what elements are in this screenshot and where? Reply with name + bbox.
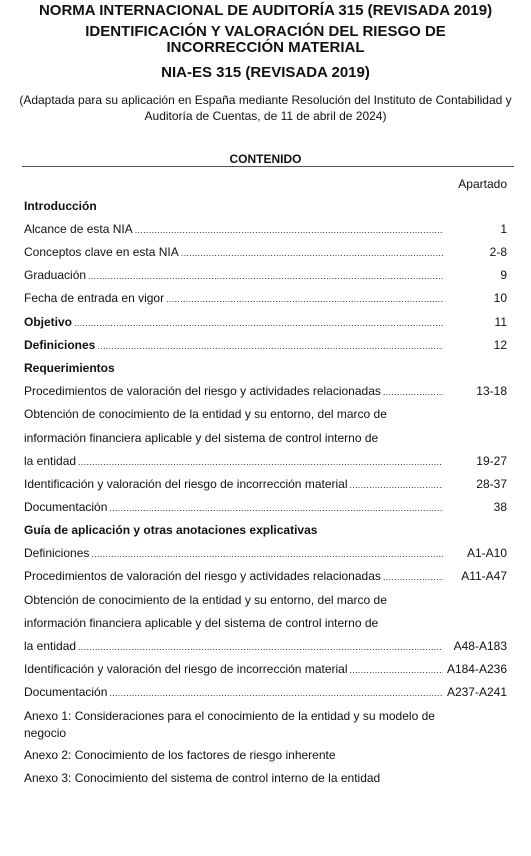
dot-leader — [91, 546, 443, 560]
toc-entry-ref: 2-8 — [489, 245, 507, 259]
adaptation-note: (Adaptada para su aplicación en España mediante Resolución del Instituto de Contabilidad y Auditoría de Cuentas, de 11 de abril de 2024) — [19, 93, 512, 123]
toc-entry-label: Documentación — [24, 685, 108, 699]
document-subtitle: IDENTIFICACIÓN Y VALORACIÓN DEL RIESGO DE INCORRECCIÓN MATERIAL — [85, 23, 446, 56]
toc-entry[interactable] — [24, 639, 443, 655]
dot-leader — [383, 569, 443, 583]
toc-entry[interactable] — [24, 245, 443, 261]
toc-entry-label: Definiciones — [24, 546, 90, 560]
section-heading-requerimientos: Requerimientos — [24, 361, 115, 375]
toc-entry[interactable] — [24, 546, 443, 562]
dot-leader — [383, 384, 443, 398]
toc-entry-label: Documentación — [24, 500, 108, 514]
toc-entry-label: Identificación y valoración del riesgo de incorrección material — [24, 662, 348, 676]
toc-entry[interactable] — [24, 454, 443, 470]
toc-entry-ref: 19-27 — [476, 454, 507, 468]
section-heading-introduccion: Introducción — [24, 199, 97, 213]
toc-entry[interactable] — [24, 662, 443, 678]
dot-leader — [166, 291, 443, 305]
dot-leader — [135, 222, 443, 236]
dot-leader — [78, 639, 443, 653]
toc-entry-ref: 11 — [494, 315, 507, 329]
toc-entry[interactable] — [24, 338, 443, 354]
toc-entry-ref: 38 — [493, 500, 507, 514]
toc-entry[interactable] — [24, 315, 443, 331]
dot-leader — [88, 268, 443, 282]
toc-entry-ref: A48-A183 — [453, 639, 507, 653]
toc-entry-line: información financiera aplicable y del sistema de control interno de — [24, 431, 379, 445]
dot-leader — [97, 338, 443, 352]
toc-entry-ref: A184-A236 — [446, 662, 507, 676]
document-title: NORMA INTERNACIONAL DE AUDITORÍA 315 (REVISADA 2019) — [38, 2, 493, 19]
toc-entry-line: Obtención de conocimiento de la entidad y su entorno, del marco de — [24, 593, 387, 607]
toc-entry[interactable] — [24, 569, 443, 585]
dot-leader — [181, 245, 443, 259]
dot-leader — [78, 454, 443, 468]
toc-entry-label: Objetivo — [24, 315, 73, 329]
dot-leader — [109, 500, 443, 514]
toc-entry-label: Graduación — [24, 268, 87, 282]
toc-entry-ref: A1-A10 — [466, 546, 507, 560]
toc-entry[interactable] — [24, 500, 443, 516]
toc-entry-label: la entidad — [24, 454, 77, 468]
toc-annex[interactable]: Anexo 2: Conocimiento de los factores de riesgo inherente — [24, 748, 336, 762]
toc-entry-label: Procedimientos de valoración del riesgo y actividades relacionadas — [24, 569, 381, 583]
dot-leader — [109, 685, 443, 699]
toc-entry-ref: 10 — [493, 291, 507, 305]
toc-entry-label: Fecha de entrada en vigor — [24, 291, 165, 305]
toc-entry-ref: 1 — [500, 222, 507, 236]
toc-entry-ref: A11-A47 — [461, 569, 507, 583]
toc-heading: CONTENIDO — [229, 152, 302, 166]
toc-entry-label: Alcance de esta NIA — [24, 222, 133, 236]
toc-entry-label: Identificación y valoración del riesgo de incorrección material — [24, 477, 348, 491]
toc-entry[interactable] — [24, 477, 443, 493]
toc-entry[interactable] — [24, 222, 443, 238]
toc-entry-ref: 13-18 — [476, 384, 507, 398]
toc-entry[interactable] — [24, 268, 443, 284]
toc-entry-line: Obtención de conocimiento de la entidad y su entorno, del marco de — [24, 407, 387, 421]
toc-entry-ref: A237-A241 — [446, 685, 507, 699]
toc-annex[interactable]: Anexo 1: Consideraciones para el conocimiento de la entidad y su modelo de negocio — [24, 709, 435, 740]
toc-entry[interactable] — [24, 685, 443, 701]
toc-entry-ref: 9 — [500, 268, 507, 282]
toc-entry-line: información financiera aplicable y del sistema de control interno de — [24, 616, 379, 630]
toc-entry[interactable] — [24, 384, 443, 400]
dot-leader — [350, 477, 444, 491]
toc-entry[interactable] — [24, 291, 443, 307]
dot-leader — [350, 662, 444, 676]
toc-annex[interactable]: Anexo 3: Conocimiento del sistema de control interno de la entidad — [24, 771, 381, 785]
toc-column-label: Apartado — [458, 177, 507, 191]
document-code: NIA-ES 315 (REVISADA 2019) — [161, 64, 370, 81]
section-heading-guia: Guía de aplicación y otras anotaciones explicativas — [24, 523, 318, 537]
toc-entry-label: Conceptos clave en esta NIA — [24, 245, 179, 259]
toc-entry-label: Definiciones — [24, 338, 96, 352]
toc-entry-ref: 28-37 — [476, 477, 507, 491]
toc-entry-label: Procedimientos de valoración del riesgo y actividades relacionadas — [24, 384, 381, 398]
toc-entry-ref: 12 — [493, 338, 507, 352]
dot-leader — [74, 315, 443, 329]
toc-entry-label: la entidad — [24, 639, 77, 653]
